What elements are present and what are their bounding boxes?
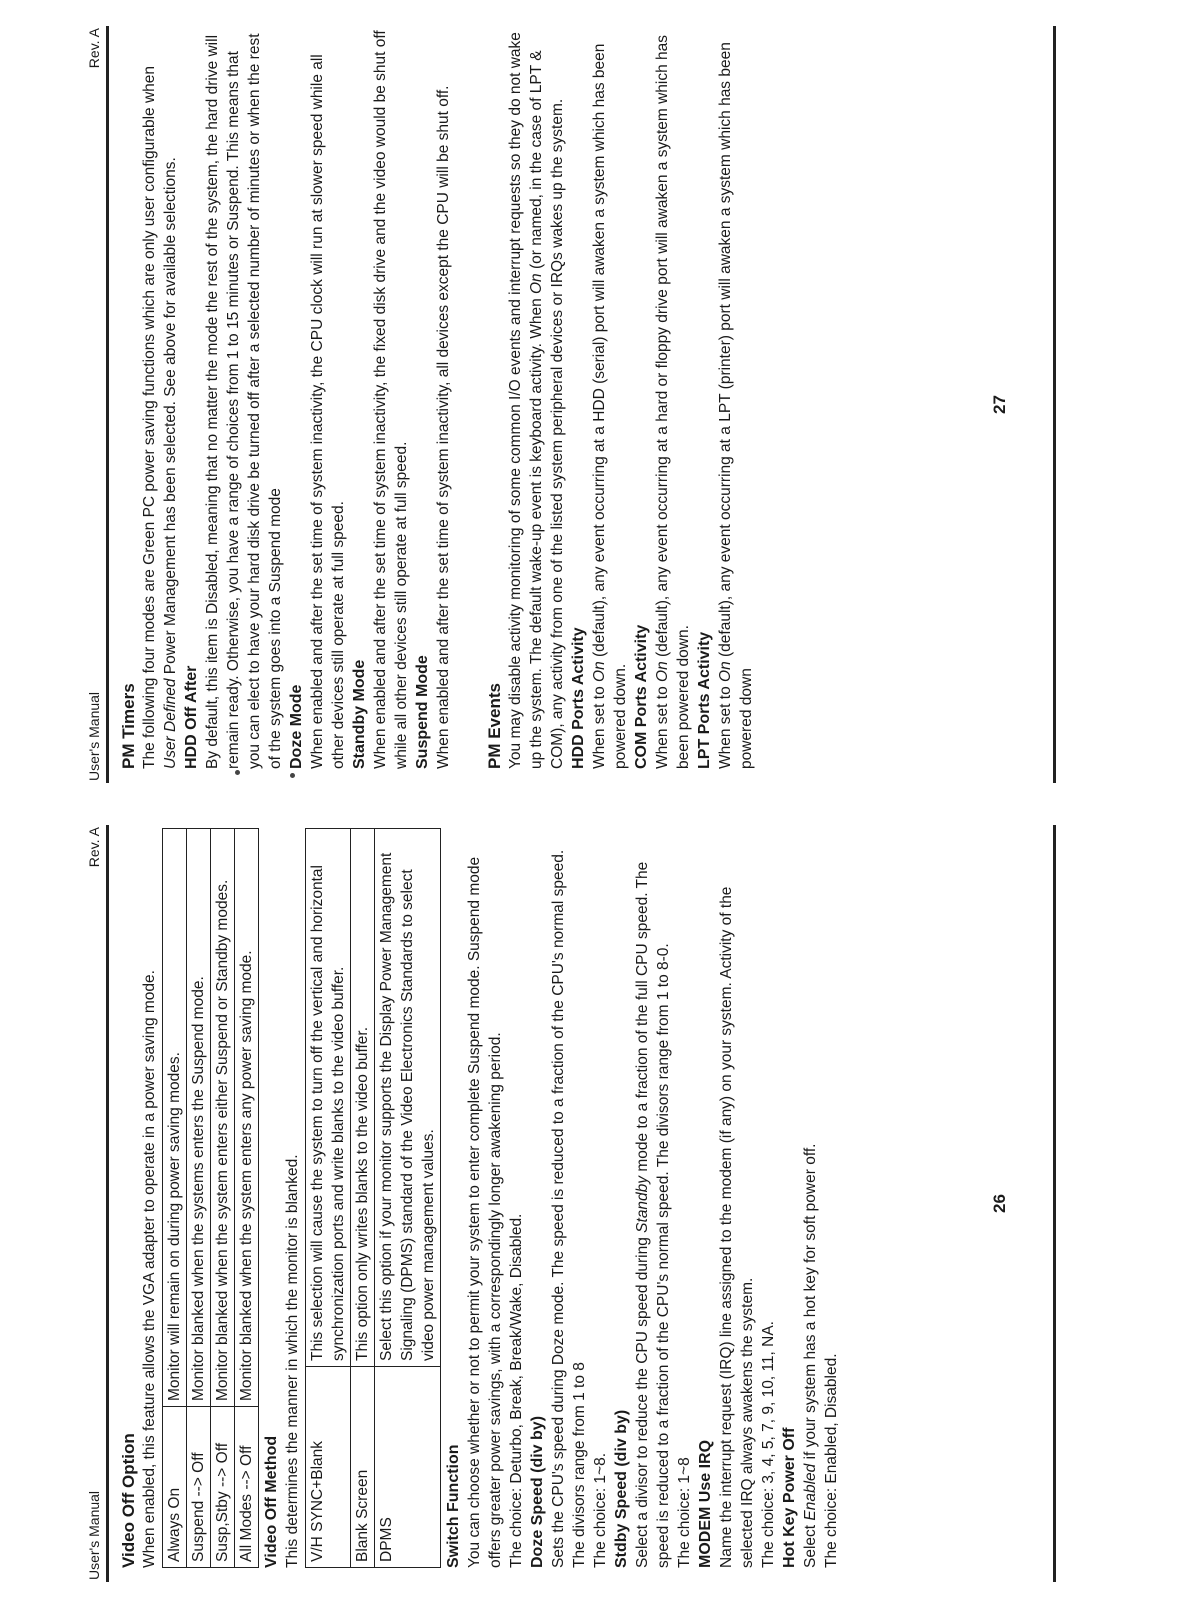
- scan-speck: [290, 773, 295, 778]
- suspend-mode-text: When enabled and after the set time of system inactivity, all devices except the CPU will be shut off.: [435, 85, 452, 769]
- scan-speck: [235, 770, 240, 775]
- lpt-ports-text: [715, 29, 757, 769]
- header-revision: Rev. A: [86, 827, 102, 868]
- section-title-doze-mode: Doze Mode: [288, 684, 305, 769]
- header-manual-label: User's Manual: [86, 691, 102, 781]
- option-name: All Modes --> Off: [235, 1407, 259, 1568]
- section-title-hot-key: Hot Key Power Off: [781, 1427, 798, 1568]
- table-row: [375, 829, 441, 1568]
- option-name: DPMS: [375, 1367, 441, 1568]
- table-row: [163, 829, 187, 1568]
- stdby-speed-text: [632, 828, 674, 1568]
- section-title-stdby-speed: Stdby Speed (div by): [613, 1409, 630, 1568]
- text-run-italic: User Defined: [162, 678, 179, 769]
- pm-events-text: [505, 29, 568, 769]
- text-run: (default), any event occurring at a hard or floppy drive port will awaken a system which has been powered down.: [654, 34, 692, 769]
- switch-function-text: You can choose whether or not to permit your system to enter complete Suspend mode. Suspend mode offers greater power savings, with a correspondingly longer awakening period.: [466, 856, 504, 1568]
- text-run: Select a divisor to reduce the CPU speed during: [634, 1232, 651, 1568]
- option-name: Blank Screen: [351, 1367, 375, 1568]
- option-desc: Monitor blanked when the system enters any power saving mode.: [235, 829, 259, 1407]
- modem-irq-text: Name the interrupt request (IRQ) line assigned to the modem (if any) on your system. Activity of the selected IRQ always awakens the system.: [718, 886, 756, 1568]
- header-revision: Rev. A: [86, 28, 102, 69]
- text-run: When set to: [654, 681, 671, 769]
- option-desc: This selection will cause the system to turn off the vertical and horizontal synchronization ports and write blanks to the video buffer.: [306, 829, 351, 1367]
- pm-timers-text: [139, 29, 181, 769]
- text-run: (or named, in the case of LPT & COM), any activity from one of the listed system peripheral devices or IRQs wakes up the system.: [528, 50, 566, 769]
- table-row: [235, 829, 259, 1568]
- section-title-pm-events: PM Events: [485, 683, 504, 769]
- section-title-standby-mode: Standby Mode: [351, 659, 368, 769]
- video-off-option-table: [162, 828, 259, 1568]
- table-row: [187, 829, 211, 1568]
- stdby-speed-choice: The choice: 1~8: [676, 1457, 693, 1568]
- com-ports-text: [652, 29, 694, 769]
- option-desc: Monitor will remain on during power saving modes.: [163, 829, 187, 1407]
- page-header: [66, 26, 109, 783]
- section-title-lpt-ports: LPT Ports Activity: [696, 631, 713, 769]
- section-title-pm-timers: PM Timers: [119, 683, 138, 769]
- standby-mode-text: When enabled and after the set time of system inactivity, the fixed disk drive and the video would be shut off while all other devices still operate at full speed.: [372, 30, 410, 769]
- text-run: Select: [802, 1520, 819, 1568]
- page-footer-rule: [990, 26, 1126, 783]
- text-run-italic: On: [528, 273, 545, 294]
- switch-function-choice: The choice: Deturbo, Break, Break/Wake, Disabled.: [508, 1213, 525, 1568]
- hdd-off-after-text: By default, this item is Disabled, meaning that no matter the mode the rest of the system, the hard drive will remain ready. Otherwise, you have a range of choices from 1 to 15 minutes or Suspend. This means that you can elect to have your hard disk drive be turned off after a selected number of minutes or when the rest of the system goes into a Suspend mode: [204, 33, 284, 769]
- video-off-method-table: [305, 828, 441, 1568]
- modem-irq-choice: The choice: 3, 4, 5, 7, 9, 10, 11, NA.: [760, 1321, 777, 1568]
- video-off-option-intro: When enabled, this feature allows the VGA adapter to operate in a power saving mode.: [141, 970, 158, 1568]
- text-run: You may disable activity monitoring of some common I/O events and interrupt requests so they do not wake up the system. The default wake-up event is keyboard activity. When: [507, 32, 545, 769]
- doze-speed-choice: The choice: 1~8.: [592, 1452, 609, 1568]
- text-run-italic: On: [717, 661, 734, 682]
- option-name: Susp,Stby --> Off: [211, 1407, 235, 1568]
- section-title-hdd-ports: HDD Ports Activity: [570, 627, 587, 769]
- video-off-method-intro: This determines the manner in which the monitor is blanked.: [284, 1154, 301, 1568]
- page-header: [66, 825, 109, 1582]
- text-run: When set to: [717, 681, 734, 769]
- doze-mode-text: When enabled and after the set time of system inactivity, the CPU clock will run at slower speed while all other devices still operate at full speed.: [309, 54, 347, 769]
- text-run-italic: Enabled: [802, 1463, 819, 1521]
- section-title-switch-function: Switch Function: [445, 1444, 462, 1568]
- text-run: When set to: [591, 681, 608, 769]
- section-title-video-off-option: Video Off Option: [119, 1433, 138, 1568]
- table-row: [306, 829, 351, 1568]
- doze-speed-text: Sets the CPU's speed during Doze mode. The speed is reduced to a fraction of the CPU's normal speed. The divisors range from 1 to 8: [550, 849, 588, 1568]
- text-run: if your system has a hot key for soft power off.: [802, 1143, 819, 1464]
- table-row: [211, 829, 235, 1568]
- text-run: Power Management has been selected. See above for available selections.: [162, 157, 179, 679]
- option-desc: Select this option if your monitor supports the Display Power Management Signaling (DPMS) standard of the Video Electronics Standards to select video power management values.: [375, 829, 441, 1367]
- option-name: V/H SYNC+Blank: [306, 1367, 351, 1568]
- table-row: [351, 829, 375, 1568]
- page-body: [118, 828, 842, 1568]
- option-desc: This option only writes blanks to the video buffer.: [351, 829, 375, 1367]
- section-title-video-off-method: Video Off Method: [263, 1435, 280, 1568]
- text-run: mode to a fraction of the full CPU speed. The speed is reduced to a fraction of the CPU's normal speed. The divisors range from 1 to 8-0.: [634, 861, 672, 1568]
- section-title-modem-irq: MODEM Use IRQ: [697, 1439, 714, 1568]
- text-run: (default), any event occurring at a LPT (printer) port will awaken a system which has been powered down: [717, 42, 755, 769]
- option-desc: Monitor blanked when the systems enters the Suspend mode.: [187, 829, 211, 1407]
- option-name: Always On: [163, 1407, 187, 1568]
- section-title-suspend-mode: Suspend Mode: [414, 655, 431, 769]
- text-run-italic: On: [654, 661, 671, 682]
- text-run-italic: Standby: [634, 1175, 651, 1233]
- hdd-ports-text: [589, 29, 631, 769]
- page-body: [118, 29, 757, 769]
- section-title-com-ports: COM Ports Activity: [633, 624, 650, 769]
- section-title-doze-speed: Doze Speed (div by): [529, 1415, 546, 1568]
- section-title-hdd-off-after: HDD Off After: [183, 665, 200, 769]
- page-number: 26: [990, 1194, 1009, 1213]
- option-desc: Monitor blanked when the system enters either Suspend or Standby modes.: [211, 829, 235, 1407]
- text-run: The following four modes are Green PC power saving functions which are only user configurable when: [141, 65, 158, 769]
- hot-key-choice: The choice: Enabled, Disabled.: [823, 1353, 840, 1568]
- page-number: 27: [990, 395, 1009, 414]
- hot-key-text: [800, 828, 821, 1568]
- text-run-italic: On: [591, 661, 608, 682]
- page-27: [66, 26, 1126, 783]
- page-footer-rule: [990, 825, 1126, 1582]
- page-26: [66, 825, 1126, 1582]
- option-name: Suspend --> Off: [187, 1407, 211, 1568]
- header-manual-label: User's Manual: [86, 1490, 102, 1580]
- spacer: [454, 29, 484, 769]
- text-run: (default), any event occurring at a HDD (serial) port will awaken a system which has been powered down.: [591, 43, 629, 769]
